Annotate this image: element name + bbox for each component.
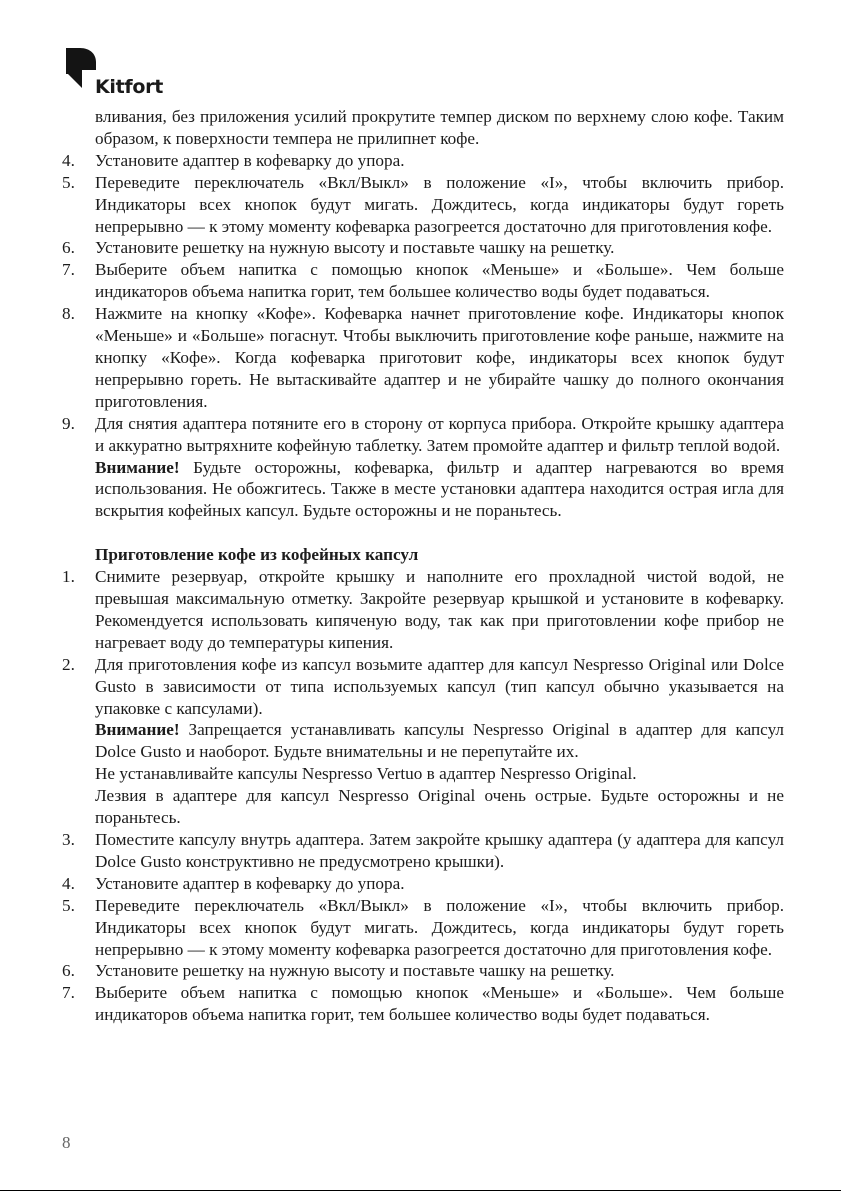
list-item: 4. Установите адаптер в кофеварку до упора. — [62, 150, 405, 170]
brand-name: Kitfort — [95, 76, 163, 98]
list-item: 7. Выберите объем напитка с помощью кнопок «Меньше» и «Больше». Чем больше индикаторов объема напитка горит, тем большее количество воды будет подаваться. — [62, 260, 784, 302]
list-item: 6. Установите решетку на нужную высоту и поставьте чашку на решетку. — [62, 238, 615, 258]
warning-paragraph — [62, 719, 784, 763]
manual-text — [62, 106, 784, 1026]
warning-paragraph — [62, 457, 784, 523]
page-number: 8 — [62, 1133, 71, 1152]
list-item: 5. Переведите переключатель «Вкл/Выкл» в положение «I», чтобы включить прибор. Индикаторы всех кнопок будут мигать. Дождитесь, когда индикаторы будут гореть непрерывно — к этому моменту кофеварка разогреется достаточно для приготовления кофе. — [62, 895, 784, 959]
brand-logo — [66, 48, 196, 100]
list-item: 3. Поместите капсулу внутрь адаптера. Затем закройте крышку адаптера (у адаптера для капсул Dolce Gusto конструктивно не предусмотрено крышки). — [62, 830, 784, 871]
list-item: 7. Выберите объем напитка с помощью кнопок «Меньше» и «Больше». Чем больше индикаторов объема напитка горит, тем большее количество воды будет подаваться. — [62, 983, 784, 1025]
note-paragraph: Лезвия в адаптере для капсул Nespresso Original очень острые. Будьте осторожны и не пораньтесь. — [95, 786, 784, 828]
section-heading: Приготовление кофе из кофейных капсул — [95, 545, 419, 565]
warning-label: Внимание! — [95, 720, 180, 740]
note-paragraph: Не устанавливайте капсулы Nespresso Vertuo в адаптер Nespresso Original. — [95, 764, 637, 784]
list-item: 1. Снимите резервуар, откройте крышку и наполните его прохладной чистой водой, не превышая максимальную отметку. Закройте резервуар крышкой и установите в кофеварку. Рекомендуется использовать кипяченую воду, так как при приготовлении кофе прибор не нагревает воду до температуры кипения. — [62, 567, 784, 652]
list-item: 9. Для снятия адаптера потяните его в сторону от корпуса прибора. Откройте крышку адаптера и аккуратно вытряхните кофейную таблетку. Затем промойте адаптер и фильтр теплой водой. — [62, 413, 784, 455]
list-item: 2. Для приготовления кофе из капсул возьмите адаптер для капсул Nespresso Original или Dolce Gusto в зависимости от типа используемых капсул (тип капсул обычно указывается на упаковке с капсулами). — [62, 654, 784, 718]
list-item: 4. Установите адаптер в кофеварку до упора. — [62, 873, 405, 893]
kitfort-logo-icon — [66, 48, 96, 94]
warning-label: Внимание! — [95, 457, 180, 477]
continuation-paragraph: вливания, без приложения усилий прокрутите темпер диском по верхнему слою кофе. Таким образом, к поверхности темпера не прилипнет кофе. — [95, 107, 784, 148]
warning-text: Будьте осторожны, кофеварка, фильтр и адаптер нагреваются во время использования. Не обожгитесь. Также в месте установки адаптера находится острая игла для вскрытия кофейных капсул. Будьте осторожны и не пораньтесь. — [95, 457, 784, 521]
list-item: 8. Нажмите на кнопку «Кофе». Кофеварка начнет приготовление кофе. Индикаторы кнопок «Меньше» и «Больше» погаснут. Чтобы выключить приготовление кофе раньше, нажмите на кнопку «Кофе». Когда кофеварка приготовит кофе, индикаторы всех кнопок будут непрерывно гореть. Не вытаскивайте адаптер и не убирайте чашку до полного окончания приготовления. — [62, 304, 784, 411]
page-bottom-border — [0, 1190, 841, 1191]
list-item: 6. Установите решетку на нужную высоту и поставьте чашку на решетку. — [62, 961, 615, 981]
list-item: 5. Переведите переключатель «Вкл/Выкл» в положение «I», чтобы включить прибор. Индикаторы всех кнопок будут мигать. Дождитесь, когда индикаторы будут гореть непрерывно — к этому моменту кофеварка разогреется достаточно для приготовления кофе. — [62, 172, 784, 236]
warning-text: Запрещается устанавливать капсулы Nespresso Original в адаптер для капсул Dolce Gusto и наоборот. Будьте внимательны и не перепутайте их. — [95, 720, 784, 762]
